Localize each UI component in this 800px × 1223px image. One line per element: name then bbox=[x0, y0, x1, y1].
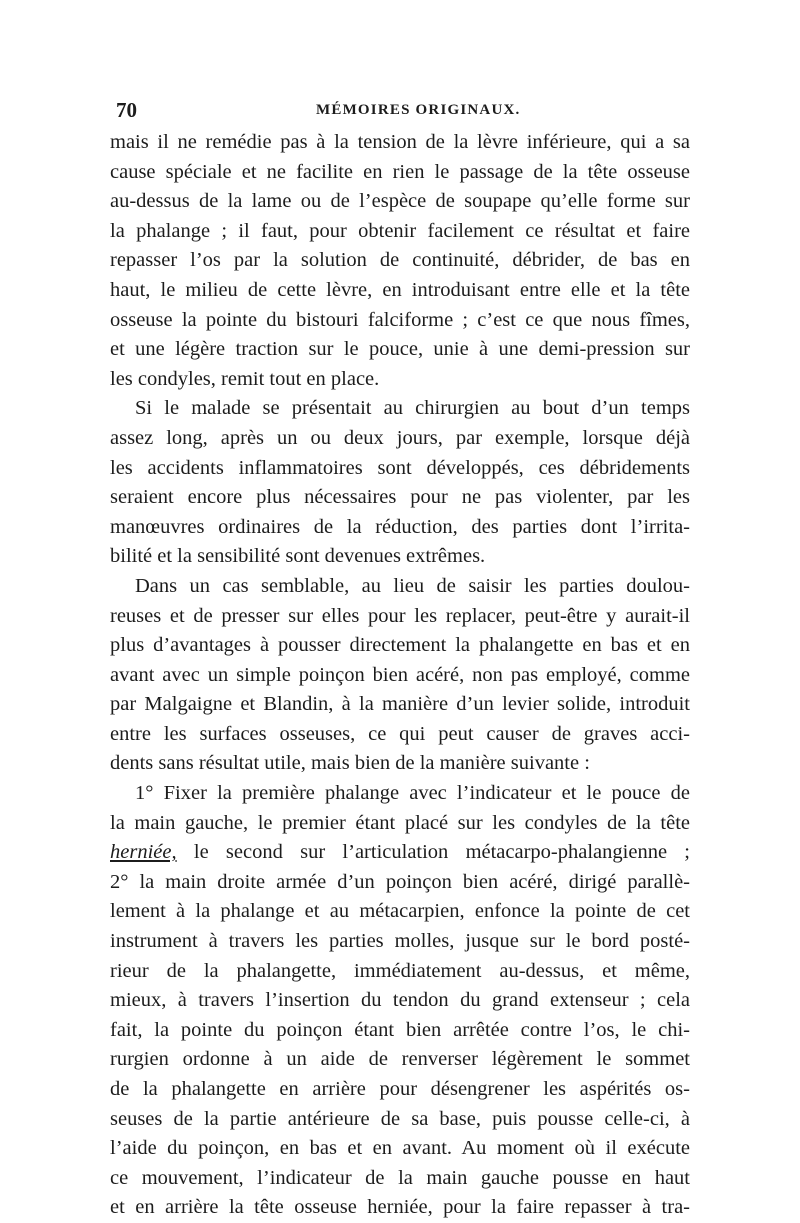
text-line: ce mouvement, l’indicateur de la main gauche pousse en haut bbox=[110, 1166, 690, 1189]
text-line: assez long, après un ou deux jours, par exemple, lorsque déjà bbox=[110, 426, 690, 449]
text-line: et en arrière la tête osseuse herniée, pour la faire repasser à tra- bbox=[110, 1196, 690, 1219]
page-header bbox=[116, 98, 686, 124]
paragraph-end-line: dents sans résultat utile, mais bien de la manière suivante : bbox=[110, 752, 590, 775]
text-line: reuses et de presser sur elles pour les replacer, peut-être y aurait-il bbox=[110, 604, 690, 627]
text-line: rieur de la phalangette, immédiatement au-dessus, et même, bbox=[110, 959, 690, 982]
text-line: entre les surfaces osseuses, ce qui peut causer de graves acci- bbox=[110, 722, 690, 745]
page-number: 70 bbox=[116, 98, 137, 122]
text-line: la main gauche, le premier étant placé sur les condyles de la tête bbox=[110, 811, 690, 834]
paragraph-end-line: les condyles, remit tout en place. bbox=[110, 367, 380, 390]
paragraph-start-line: Si le malade se présentait au chirurgien au bout d’un temps bbox=[135, 397, 690, 420]
text-line: fait, la pointe du poinçon étant bien arrêtée contre l’os, le chi- bbox=[110, 1018, 690, 1041]
text-line: l’aide du poinçon, en bas et en avant. Au moment où il exécute bbox=[110, 1137, 690, 1160]
text-line-rest: le second sur l’articulation métacarpo-phalangienne ; bbox=[193, 841, 690, 864]
text-line: manœuvres ordinaires de la réduction, des parties dont l’irrita- bbox=[110, 515, 690, 538]
text-line: mais il ne remédie pas à la tension de la lèvre inférieure, qui a sa bbox=[110, 131, 690, 153]
text-line: lement à la phalange et au métacarpien, enfonce la pointe de cet bbox=[110, 900, 690, 923]
text-line: seuses de la partie antérieure de sa base, puis pousse celle-ci, à bbox=[110, 1107, 690, 1130]
text-line: cause spéciale et ne facilite en rien le passage de la tête osseuse bbox=[110, 160, 690, 183]
text-line: haut, le milieu de cette lèvre, en introduisant entre elle et la tête bbox=[110, 278, 690, 301]
text-line: au-dessus de la lame ou de l’espèce de soupape qu’elle forme sur bbox=[110, 190, 690, 213]
paragraph-start-line: 1° Fixer la première phalange avec l’indicateur et le pouce de bbox=[135, 782, 690, 805]
body-text bbox=[110, 128, 690, 1223]
text-line: mieux, à travers l’insertion du tendon du grand extenseur ; cela bbox=[110, 989, 690, 1012]
text-line: seraient encore plus nécessaires pour ne pas violenter, par les bbox=[110, 486, 690, 509]
paragraph-end-line: bilité et la sensibilité sont devenues extrêmes. bbox=[110, 545, 486, 568]
text-line: repasser l’os par la solution de continuité, débrider, de bas en bbox=[110, 249, 690, 272]
text-line: la phalange ; il faut, pour obtenir facilement ce résultat et faire bbox=[110, 219, 690, 242]
paragraph-start-line: Dans un cas semblable, au lieu de saisir les parties doulou- bbox=[135, 574, 690, 597]
italic-word: herniée, bbox=[110, 841, 177, 864]
text-line: instrument à travers les parties molles, jusque sur le bord posté- bbox=[110, 930, 690, 953]
text-line: et une légère traction sur le pouce, unie à une demi-pression sur bbox=[110, 338, 690, 361]
text-line: rurgien ordonne à un aide de renverser légèrement le sommet bbox=[110, 1048, 690, 1071]
text-line: par Malgaigne et Blandin, à la manière d’un levier solide, introduit bbox=[110, 693, 690, 716]
text-line: plus d’avantages à pousser directement la phalangette en bas et en bbox=[110, 634, 690, 657]
text-line: les accidents inflammatoires sont développés, ces débridements bbox=[110, 456, 690, 479]
text-line: avant avec un simple poinçon bien acéré, non pas employé, comme bbox=[110, 663, 690, 686]
text-line-with-italic bbox=[110, 838, 690, 868]
text-line: de la phalangette en arrière pour désengrener les aspérités os- bbox=[110, 1078, 690, 1100]
running-title: MÉMOIRES ORIGINAUX. bbox=[316, 102, 521, 118]
text-line: 2° la main droite armée d’un poinçon bien acéré, dirigé parallè- bbox=[110, 870, 690, 893]
text-line: osseuse la pointe du bistouri falciforme ; c’est ce que nous fîmes, bbox=[110, 308, 690, 331]
